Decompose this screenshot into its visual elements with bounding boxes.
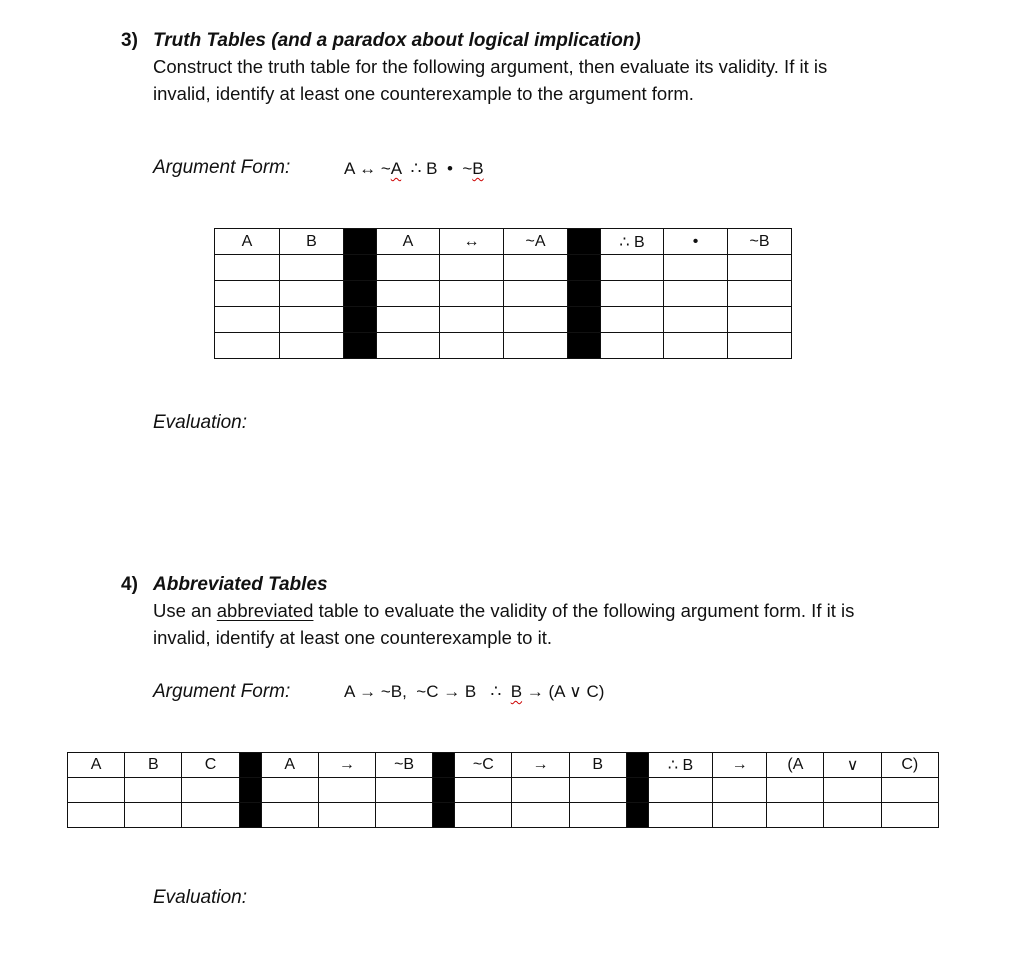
table-cell[interactable]: [767, 803, 824, 828]
table-cell[interactable]: [601, 255, 664, 281]
header-biconditional: ↔: [440, 229, 504, 255]
header-a: A: [377, 229, 440, 255]
table-cell[interactable]: [440, 333, 504, 359]
table-cell[interactable]: [728, 255, 792, 281]
table-cell[interactable]: [664, 281, 728, 307]
table-cell[interactable]: [881, 778, 938, 803]
table-cell[interactable]: [455, 778, 512, 803]
table-row: [68, 803, 939, 828]
column-divider: [626, 753, 648, 778]
table-cell[interactable]: [318, 803, 375, 828]
table-cell[interactable]: [261, 778, 318, 803]
table-cell[interactable]: [68, 803, 125, 828]
table-cell[interactable]: [601, 307, 664, 333]
table-cell[interactable]: [125, 803, 182, 828]
table-cell[interactable]: [648, 778, 712, 803]
header-not-a: ~A: [504, 229, 568, 255]
table-cell[interactable]: [504, 307, 568, 333]
table-cell[interactable]: [376, 778, 433, 803]
table-cell[interactable]: [504, 281, 568, 307]
section3-instructions-line2: invalid, identify at least one counterexample to the argument form.: [153, 83, 694, 104]
table-row: [215, 333, 792, 359]
column-divider: [568, 255, 601, 281]
table-cell[interactable]: [440, 281, 504, 307]
header-b: B: [280, 229, 344, 255]
header-conjunction: •: [664, 229, 728, 255]
table-cell[interactable]: [728, 281, 792, 307]
section4-argument-formula: A → ~B, ~C → B ∴ B → (A ∨ C): [344, 682, 605, 701]
header-c-close: C): [881, 753, 938, 778]
column-divider: [344, 307, 377, 333]
table-row: [68, 778, 939, 803]
table-cell[interactable]: [125, 778, 182, 803]
column-divider: [239, 803, 261, 828]
table-cell[interactable]: [182, 778, 239, 803]
table-cell[interactable]: [280, 281, 344, 307]
column-divider: [239, 753, 261, 778]
header-open-a: (A: [767, 753, 824, 778]
table-cell[interactable]: [664, 307, 728, 333]
header-a: A: [261, 753, 318, 778]
section4-title: Abbreviated Tables: [153, 574, 328, 595]
table-cell[interactable]: [767, 778, 824, 803]
section4-number: 4): [121, 574, 138, 595]
column-divider: [626, 803, 648, 828]
table-cell[interactable]: [68, 778, 125, 803]
column-divider: [433, 803, 455, 828]
table-cell[interactable]: [280, 255, 344, 281]
table-cell[interactable]: [504, 333, 568, 359]
table-cell[interactable]: [280, 307, 344, 333]
table-cell[interactable]: [376, 803, 433, 828]
table-cell[interactable]: [728, 333, 792, 359]
header-not-c: ~C: [455, 753, 512, 778]
table-row: [215, 281, 792, 307]
table-cell[interactable]: [377, 307, 440, 333]
table-cell[interactable]: [215, 255, 280, 281]
column-divider: [344, 281, 377, 307]
header-conditional: →: [318, 753, 375, 778]
table-cell[interactable]: [713, 778, 767, 803]
header-not-b: ~B: [728, 229, 792, 255]
header-b: B: [125, 753, 182, 778]
table-cell[interactable]: [824, 803, 881, 828]
column-divider: [344, 333, 377, 359]
header-c: C: [182, 753, 239, 778]
table-cell[interactable]: [440, 255, 504, 281]
header-conditional: →: [713, 753, 767, 778]
truth-table-header-row: [215, 229, 792, 255]
table-cell[interactable]: [664, 333, 728, 359]
abbreviated-table: [67, 752, 939, 828]
table-cell[interactable]: [215, 333, 280, 359]
table-cell[interactable]: [664, 255, 728, 281]
header-disjunction: ∨: [824, 753, 881, 778]
column-divider: [344, 229, 377, 255]
table-cell[interactable]: [440, 307, 504, 333]
abbreviated-table-header-row: [68, 753, 939, 778]
table-cell[interactable]: [455, 803, 512, 828]
table-cell[interactable]: [261, 803, 318, 828]
column-divider: [568, 307, 601, 333]
table-cell[interactable]: [182, 803, 239, 828]
table-row: [215, 255, 792, 281]
section3-argument-label: Argument Form:: [153, 157, 291, 178]
header-conditional: →: [512, 753, 569, 778]
column-divider: [433, 778, 455, 803]
section3-argument-formula: A ↔ ~A ∴ B • ~B: [344, 159, 484, 178]
column-divider: [433, 753, 455, 778]
header-therefore-b: ∴ B: [648, 753, 712, 778]
header-therefore-b: ∴ B: [601, 229, 664, 255]
table-cell[interactable]: [512, 778, 569, 803]
table-cell[interactable]: [280, 333, 344, 359]
table-cell[interactable]: [569, 803, 626, 828]
table-row: [215, 307, 792, 333]
header-a: A: [68, 753, 125, 778]
table-cell[interactable]: [601, 333, 664, 359]
section4-instructions-line2: invalid, identify at least one counterexample to it.: [153, 627, 553, 648]
table-cell[interactable]: [569, 778, 626, 803]
table-cell[interactable]: [601, 281, 664, 307]
section3-number: 3): [121, 30, 138, 51]
table-cell[interactable]: [648, 803, 712, 828]
table-cell[interactable]: [377, 255, 440, 281]
section4-argument-label: Argument Form:: [153, 681, 291, 702]
column-divider: [626, 778, 648, 803]
section3-evaluation-label: Evaluation:: [153, 412, 248, 433]
column-divider: [344, 255, 377, 281]
table-cell[interactable]: [318, 778, 375, 803]
table-cell[interactable]: [512, 803, 569, 828]
section4-evaluation-label: Evaluation:: [153, 887, 248, 908]
column-divider: [568, 229, 601, 255]
table-cell[interactable]: [377, 281, 440, 307]
header-a: A: [215, 229, 280, 255]
table-cell[interactable]: [824, 778, 881, 803]
column-divider: [239, 778, 261, 803]
column-divider: [568, 281, 601, 307]
table-cell[interactable]: [215, 281, 280, 307]
table-cell[interactable]: [881, 803, 938, 828]
table-cell[interactable]: [504, 255, 568, 281]
section4-instructions-line1: Use an abbreviated table to evaluate the validity of the following argument form. If it is: [153, 600, 855, 621]
section3-title: Truth Tables (and a paradox about logical implication): [153, 30, 641, 51]
header-b: B: [569, 753, 626, 778]
header-not-b: ~B: [376, 753, 433, 778]
column-divider: [568, 333, 601, 359]
truth-table: [214, 228, 792, 359]
section3-instructions-line1: Construct the truth table for the following argument, then evaluate its validity. If it is: [153, 56, 828, 77]
table-cell[interactable]: [713, 803, 767, 828]
table-cell[interactable]: [377, 333, 440, 359]
table-cell[interactable]: [215, 307, 280, 333]
table-cell[interactable]: [728, 307, 792, 333]
